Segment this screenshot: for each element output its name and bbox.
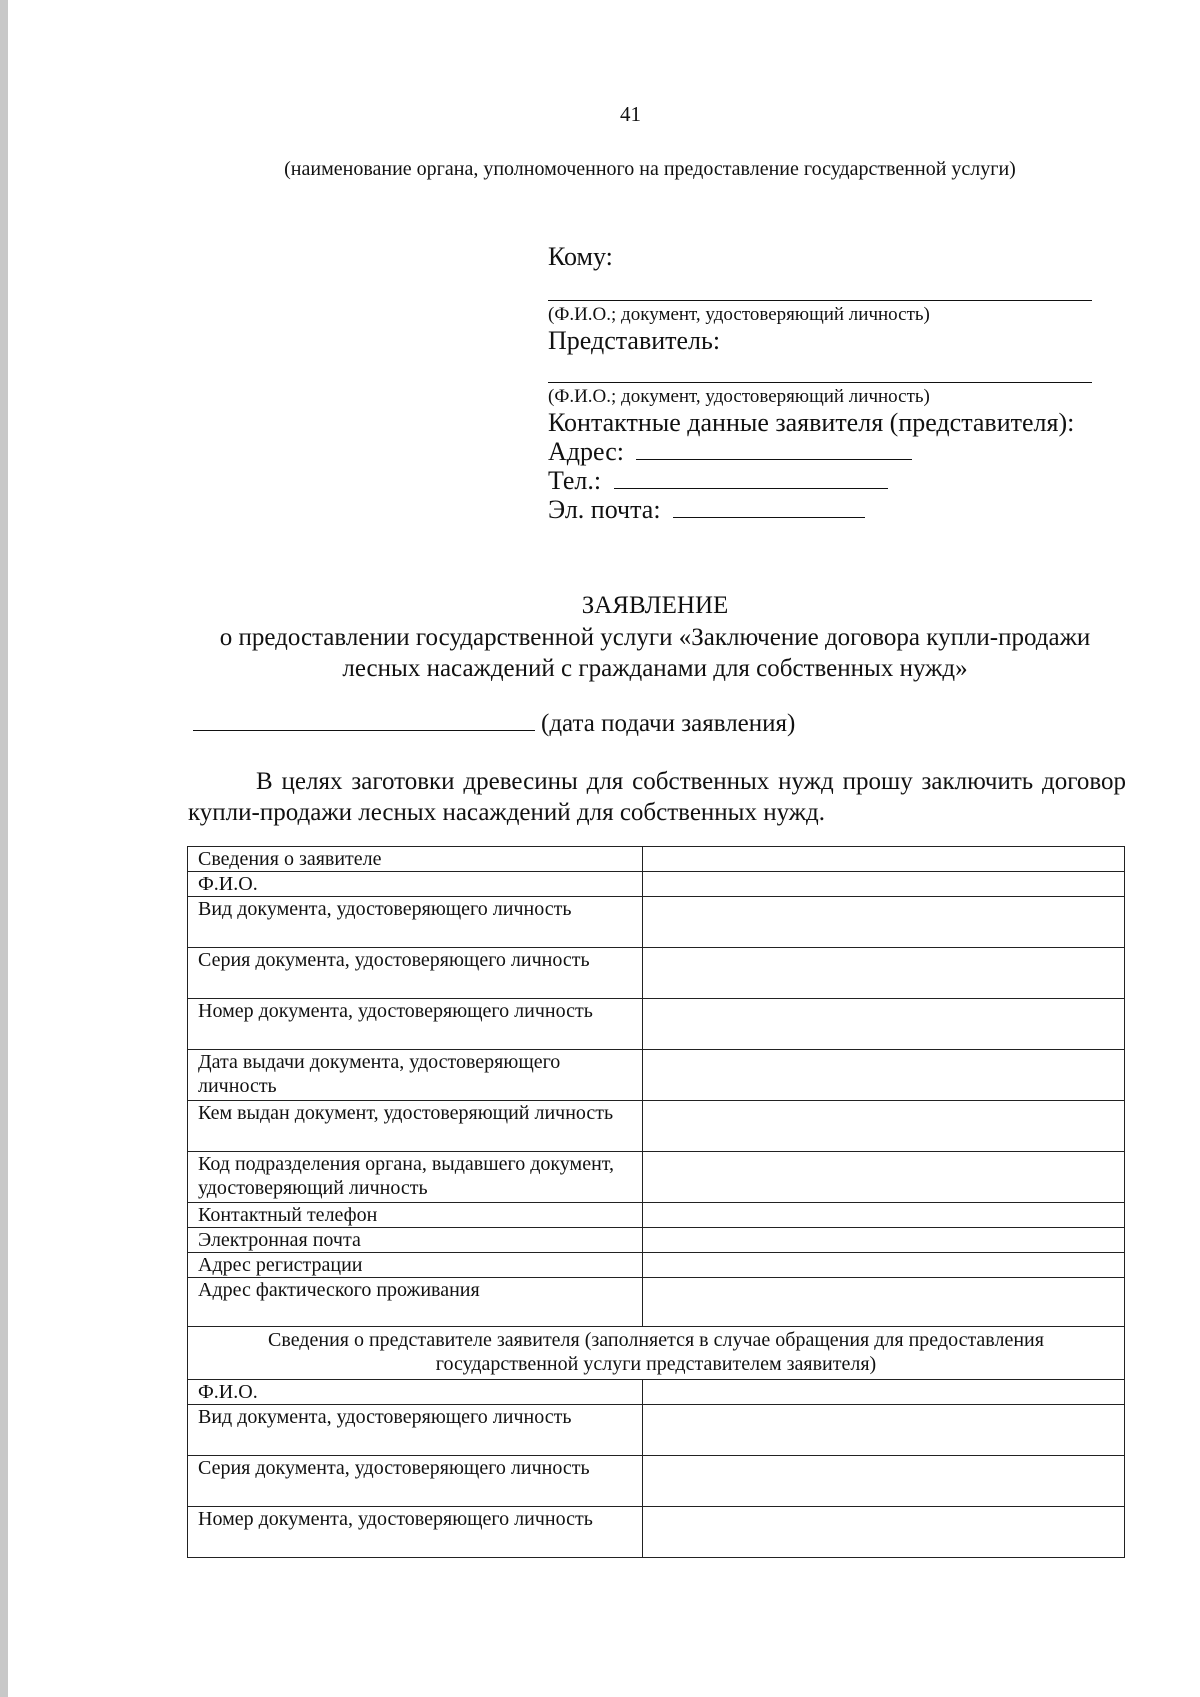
table-value-cell[interactable] bbox=[643, 1050, 1125, 1101]
contacts-label: Контактные данные заявителя (представителя): bbox=[548, 408, 1075, 437]
authority-caption: (наименование органа, уполномоченного на предоставление государственной услуги) bbox=[284, 158, 1016, 180]
table-label-cell: Номер документа, удостоверяющего личность bbox=[188, 1507, 643, 1558]
table-value-cell[interactable] bbox=[643, 1203, 1125, 1228]
table-value-cell[interactable] bbox=[643, 1507, 1125, 1558]
table-row bbox=[188, 847, 1125, 872]
table-label-cell: Ф.И.О. bbox=[188, 872, 643, 897]
table-value-cell[interactable] bbox=[643, 1101, 1125, 1152]
table-value-cell[interactable] bbox=[643, 847, 1125, 872]
address-row bbox=[548, 437, 1108, 466]
table-label-cell: Ф.И.О. bbox=[188, 1380, 643, 1405]
scan-border bbox=[0, 0, 8, 1697]
table-label-cell: Кем выдан документ, удостоверяющий личность bbox=[188, 1101, 643, 1152]
applicant-caption: (Ф.И.О.; документ, удостоверяющий личность) bbox=[548, 304, 930, 325]
table-row bbox=[188, 897, 1125, 948]
email-label: Эл. почта: bbox=[548, 495, 661, 524]
table-label-cell: Электронная почта bbox=[188, 1228, 643, 1253]
table-row bbox=[188, 1507, 1125, 1558]
date-caption: (дата подачи заявления) bbox=[541, 710, 796, 737]
table-label-cell: Дата выдачи документа, удостоверяющего личность bbox=[188, 1050, 643, 1101]
phone-row bbox=[548, 466, 1108, 495]
table-value-cell[interactable] bbox=[643, 1152, 1125, 1203]
table-row bbox=[188, 1405, 1125, 1456]
table-label-cell: Вид документа, удостоверяющего личность bbox=[188, 1405, 643, 1456]
applicant-fill-line[interactable] bbox=[548, 272, 1092, 301]
document-title: ЗАЯВЛЕНИЕ bbox=[581, 592, 729, 619]
recipient-block bbox=[548, 242, 1108, 524]
table-row bbox=[188, 1456, 1125, 1507]
table-value-cell[interactable] bbox=[643, 872, 1125, 897]
table-value-cell[interactable] bbox=[643, 897, 1125, 948]
table-row bbox=[188, 1228, 1125, 1253]
table-row bbox=[188, 1203, 1125, 1228]
table-label-cell: Контактный телефон bbox=[188, 1203, 643, 1228]
table-value-cell[interactable] bbox=[643, 1380, 1125, 1405]
statement-body: В целях заготовки древесины для собственных нужд прошу заключить договор купли-продажи лесных насаждений для собственных нужд. bbox=[188, 768, 1126, 826]
document-subtitle: о предоставлении государственной услуги «Заключение договора купли-продажи лесных насаждений с гражданами для собственных нужд» bbox=[219, 624, 1091, 682]
table-row bbox=[188, 1101, 1125, 1152]
table-label-cell: Номер документа, удостоверяющего личность bbox=[188, 999, 643, 1050]
phone-field[interactable] bbox=[614, 466, 888, 489]
table-label-cell: Сведения о заявителе bbox=[188, 847, 643, 872]
address-field[interactable] bbox=[636, 437, 912, 460]
email-row bbox=[548, 495, 1108, 524]
representative-section-header: Сведения о представителе заявителя (заполняется в случае обращения для предоставления государственной услуги представителем заявителя) bbox=[188, 1327, 1125, 1380]
phone-label: Тел.: bbox=[548, 466, 602, 495]
representative-label: Представитель: bbox=[548, 326, 721, 355]
table-row bbox=[188, 948, 1125, 999]
table-value-cell[interactable] bbox=[643, 1278, 1125, 1327]
table-label-cell: Серия документа, удостоверяющего личность bbox=[188, 948, 643, 999]
table-label-cell: Адрес регистрации bbox=[188, 1253, 643, 1278]
table-row bbox=[188, 1253, 1125, 1278]
submission-date-row bbox=[193, 706, 1093, 739]
table-label-cell: Адрес фактического проживания bbox=[188, 1278, 643, 1327]
table-value-cell[interactable] bbox=[643, 1228, 1125, 1253]
email-field[interactable] bbox=[673, 495, 865, 518]
table-value-cell[interactable] bbox=[643, 948, 1125, 999]
table-label-cell: Вид документа, удостоверяющего личность bbox=[188, 897, 643, 948]
table-row bbox=[188, 999, 1125, 1050]
table-row bbox=[188, 1152, 1125, 1203]
representative-caption: (Ф.И.О.; документ, удостоверяющий личность) bbox=[548, 386, 930, 407]
table-row bbox=[188, 1278, 1125, 1327]
representative-section-row bbox=[188, 1327, 1125, 1380]
page-number: 41 bbox=[620, 102, 641, 126]
table-row bbox=[188, 1050, 1125, 1101]
table-value-cell[interactable] bbox=[643, 1253, 1125, 1278]
table-value-cell[interactable] bbox=[643, 999, 1125, 1050]
table-row bbox=[188, 1380, 1125, 1405]
table-value-cell[interactable] bbox=[643, 1456, 1125, 1507]
table-label-cell: Серия документа, удостоверяющего личность bbox=[188, 1456, 643, 1507]
table-row bbox=[188, 872, 1125, 897]
table-value-cell[interactable] bbox=[643, 1405, 1125, 1456]
address-label: Адрес: bbox=[548, 437, 624, 466]
representative-fill-line[interactable] bbox=[548, 356, 1092, 383]
submission-date-field[interactable] bbox=[193, 706, 535, 731]
table-label-cell: Код подразделения органа, выдавшего документ, удостоверяющий личность bbox=[188, 1152, 643, 1203]
to-label: Кому: bbox=[548, 242, 613, 271]
applicant-info-table bbox=[187, 846, 1125, 1558]
